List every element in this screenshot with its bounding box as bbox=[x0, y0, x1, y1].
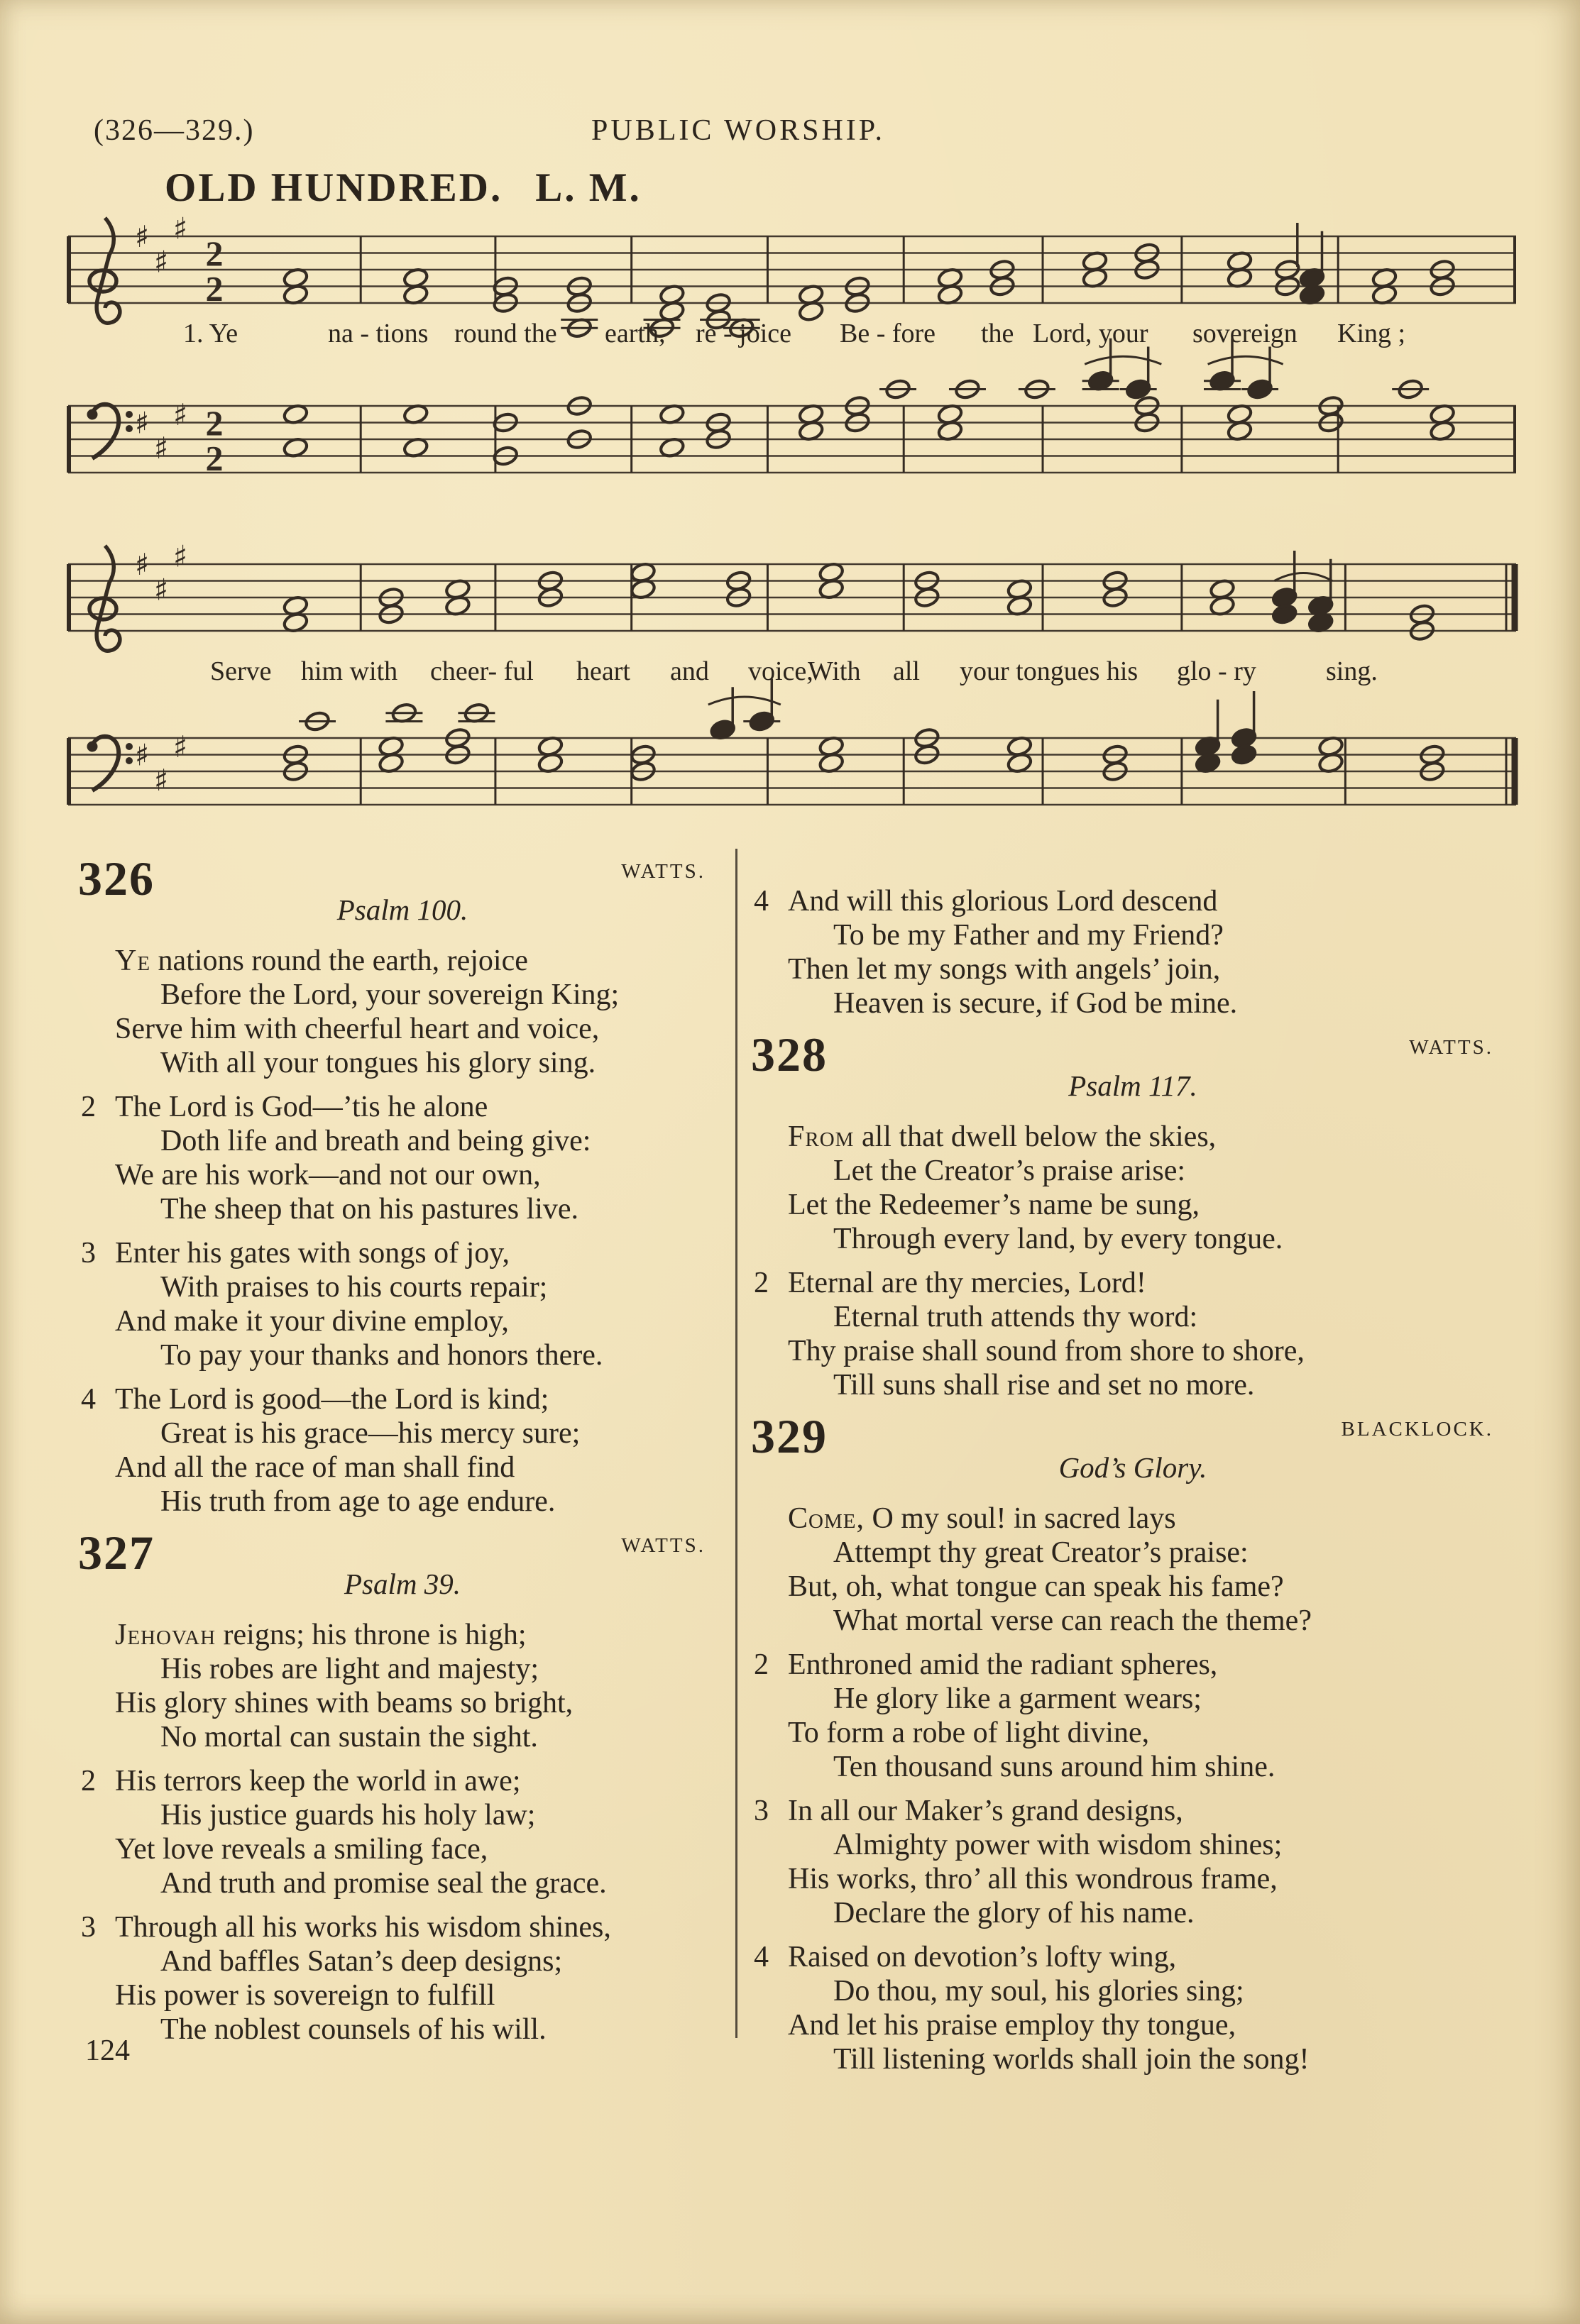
hymn-stanza bbox=[754, 1794, 1512, 1930]
svg-text:♯: ♯ bbox=[135, 547, 150, 582]
lyric-line-2 bbox=[0, 656, 1580, 691]
stanza-line: Eternal truth attends thy word: bbox=[833, 1301, 1198, 1333]
stanza-line: 2 Enthroned amid the radiant spheres, bbox=[754, 1648, 1218, 1681]
stanza-line: 2 His terrors keep the world in awe; bbox=[81, 1765, 521, 1797]
lyric-syllable: your tongues his bbox=[960, 656, 1139, 686]
stanza-line: Heaven is secure, if God be mine. bbox=[833, 987, 1238, 1020]
tune-meter: L. M. bbox=[535, 165, 642, 210]
stanza-line: Through every land, by every tongue. bbox=[833, 1223, 1283, 1255]
stanza-line: And let his praise employ thy tongue, bbox=[788, 2009, 1236, 2042]
verse-number: 3 bbox=[754, 1795, 769, 1827]
stanza-line: 3 Through all his works his wisdom shines, bbox=[81, 1911, 611, 1944]
stanza-line: His works, thro’ all this wondrous frame, bbox=[788, 1863, 1278, 1895]
hymn-stanza bbox=[788, 1502, 1512, 1638]
stanza-line: Jehovah reigns; his throne is high; bbox=[115, 1619, 527, 1651]
hymn-stanza bbox=[754, 1940, 1512, 2076]
stanza-line: And all the race of man shall find bbox=[115, 1451, 515, 1484]
stanza-line: 4 The Lord is good—the Lord is kind; bbox=[81, 1383, 549, 1416]
lyric-syllable: sing. bbox=[1326, 656, 1378, 686]
svg-text:♯: ♯ bbox=[154, 430, 169, 466]
stanza-line: And baffles Satan’s deep designs; bbox=[160, 1945, 563, 1978]
svg-text:♯: ♯ bbox=[154, 762, 169, 798]
hymn-stanza bbox=[754, 1266, 1512, 1402]
stanza-line: With praises to his courts repair; bbox=[160, 1271, 548, 1304]
lyric-syllable: Be - fore bbox=[840, 319, 936, 348]
svg-text:♯: ♯ bbox=[154, 244, 169, 280]
verse-number: 3 bbox=[81, 1237, 96, 1270]
verse-number: 2 bbox=[81, 1091, 96, 1123]
hymn-author: WATTS. bbox=[1409, 1036, 1493, 1059]
stanza-line: To pay your thanks and honors there. bbox=[160, 1339, 603, 1372]
stanza-line: Serve him with cheerful heart and voice, bbox=[115, 1013, 600, 1045]
stanza-line: 3 In all our Maker’s grand designs, bbox=[754, 1795, 1183, 1827]
lyric-syllable: heart bbox=[576, 656, 630, 686]
stanza-line: 3 Enter his gates with songs of joy, bbox=[81, 1237, 510, 1270]
lyric-syllable: 1. Ye bbox=[183, 319, 238, 348]
music-staff-bass-2 bbox=[64, 695, 1526, 859]
svg-text:♯: ♯ bbox=[135, 405, 150, 441]
stanza-lead-word: Jehovah bbox=[115, 1619, 216, 1651]
lyric-syllable: na - tions bbox=[328, 319, 429, 348]
stanza-line: The sheep that on his pastures live. bbox=[160, 1193, 579, 1226]
stanza-line: To form a robe of light divine, bbox=[788, 1717, 1150, 1749]
svg-text:2: 2 bbox=[205, 268, 224, 309]
hymn-header bbox=[751, 1409, 1512, 1489]
stanza-line: Attempt thy great Creator’s praise: bbox=[833, 1536, 1249, 1569]
stanza-line: No mortal can sustain the sight. bbox=[160, 1721, 538, 1753]
column-divider bbox=[735, 849, 737, 2038]
svg-text:♯: ♯ bbox=[173, 729, 188, 764]
lyric-syllable: round the bbox=[454, 319, 557, 348]
stanza-line: His justice guards his holy law; bbox=[160, 1799, 536, 1832]
stanza-line: The noblest counsels of his will. bbox=[160, 2013, 547, 2046]
stanza-line: We are his work—and not our own, bbox=[115, 1159, 541, 1191]
hymn-number: 326 bbox=[78, 852, 155, 905]
hymn-subtitle: Psalm 100. bbox=[336, 893, 468, 926]
hymn-subtitle: Psalm 117. bbox=[1068, 1069, 1197, 1102]
stanza-line: Ye nations round the earth, rejoice bbox=[115, 945, 528, 977]
section-running-title: PUBLIC WORSHIP. bbox=[591, 114, 885, 147]
hymn-stanza bbox=[788, 1120, 1512, 1256]
hymn-number-range: (326—329.) bbox=[94, 114, 255, 147]
svg-text:♯: ♯ bbox=[173, 211, 188, 246]
lyric-syllable: King ; bbox=[1337, 319, 1406, 348]
hymn-subtitle: God’s Glory. bbox=[1058, 1451, 1207, 1484]
stanza-line: And truth and promise seal the grace. bbox=[160, 1867, 607, 1900]
stanza-line: 4 And will this glorious Lord descend bbox=[754, 885, 1218, 918]
stanza-lead-word: Ye bbox=[115, 945, 151, 977]
lyric-syllable: Lord, your bbox=[1033, 319, 1148, 348]
hymn-stanza bbox=[81, 1382, 724, 1519]
stanza-line: Till suns shall rise and set no more. bbox=[833, 1369, 1255, 1401]
lyric-syllable: glo - ry bbox=[1177, 656, 1256, 686]
svg-text:♯: ♯ bbox=[173, 397, 188, 432]
hymn-stanza bbox=[81, 1236, 724, 1372]
lyric-syllable: re - joice bbox=[696, 319, 792, 348]
stanza-line: Almighty power with wisdom shines; bbox=[833, 1829, 1283, 1861]
verse-number: 3 bbox=[81, 1911, 96, 1944]
hymn-number: 328 bbox=[751, 1028, 828, 1081]
stanza-line: With all your tongues his glory sing. bbox=[160, 1047, 596, 1079]
lyric-syllable: all bbox=[893, 656, 920, 686]
hymn-author: WATTS. bbox=[621, 1534, 706, 1557]
hymn-column-left bbox=[78, 844, 724, 2056]
verse-number: 4 bbox=[754, 885, 769, 918]
svg-text:2: 2 bbox=[205, 438, 224, 478]
stanza-line: To be my Father and my Friend? bbox=[833, 919, 1224, 952]
stanza-line: His truth from age to age endure. bbox=[160, 1485, 556, 1518]
stanza-line: Yet love reveals a smiling face, bbox=[115, 1833, 488, 1866]
svg-text:2: 2 bbox=[205, 233, 224, 274]
lyric-syllable: With bbox=[808, 656, 861, 686]
lyric-syllable: earth, bbox=[605, 319, 666, 348]
page-number: 124 bbox=[85, 2034, 130, 2067]
hymn-author: WATTS. bbox=[621, 860, 706, 883]
stanza-line: Till listening worlds shall join the song! bbox=[833, 2043, 1310, 2076]
stanza-lead-word: Come, bbox=[788, 1502, 865, 1535]
stanza-line: Before the Lord, your sovereign King; bbox=[160, 979, 620, 1011]
svg-text:♯: ♯ bbox=[135, 737, 150, 773]
hymn-column-right bbox=[751, 844, 1512, 2086]
lyric-syllable: sovereign bbox=[1192, 319, 1298, 348]
hymn-stanza bbox=[754, 884, 1512, 1020]
svg-text:2: 2 bbox=[205, 403, 224, 444]
stanza-line: Great is his grace—his mercy sure; bbox=[160, 1417, 581, 1450]
lyric-syllable: him with bbox=[301, 656, 398, 686]
lyric-syllable: the bbox=[981, 319, 1014, 348]
stanza-line: Ten thousand suns around him shine. bbox=[833, 1751, 1275, 1783]
hymn-stanza bbox=[115, 944, 724, 1080]
hymn-stanza bbox=[754, 1648, 1512, 1784]
lyric-syllable: voice, bbox=[748, 656, 813, 686]
stanza-line: Thy praise shall sound from shore to shore, bbox=[788, 1335, 1305, 1367]
stanza-line: Declare the glory of his name. bbox=[833, 1897, 1195, 1929]
hymn-header bbox=[78, 852, 724, 931]
stanza-line: But, oh, what tongue can speak his fame? bbox=[788, 1570, 1284, 1603]
stanza-lead-word: From bbox=[788, 1120, 855, 1153]
hymn-number: 329 bbox=[751, 1409, 828, 1463]
stanza-line: Let the Redeemer’s name be sung, bbox=[788, 1189, 1200, 1221]
stanza-line: And make it your divine employ, bbox=[115, 1305, 509, 1338]
stanza-line: Then let my songs with angels’ join, bbox=[788, 953, 1221, 986]
tune-title: OLD HUNDRED. bbox=[165, 165, 503, 210]
verse-number: 4 bbox=[754, 1941, 769, 1973]
hymn-stanza bbox=[81, 1090, 724, 1226]
svg-text:♯: ♯ bbox=[154, 572, 169, 607]
hymn-author: BLACKLOCK. bbox=[1341, 1418, 1493, 1441]
stanza-line: Come, O my soul! in sacred lays bbox=[788, 1502, 1176, 1535]
stanza-line: 4 Raised on devotion’s lofty wing, bbox=[754, 1941, 1177, 1973]
verse-number: 2 bbox=[754, 1267, 769, 1299]
stanza-line: His power is sovereign to fulfill bbox=[115, 1979, 495, 2012]
stanza-line: Do thou, my soul, his glories sing; bbox=[833, 1975, 1244, 2008]
page-header bbox=[0, 114, 1580, 150]
hymn-header bbox=[78, 1526, 724, 1605]
hymn-stanza bbox=[81, 1910, 724, 2047]
svg-text:♯: ♯ bbox=[173, 539, 188, 574]
stanza-line: 2 The Lord is God—’tis he alone bbox=[81, 1091, 488, 1123]
lyric-syllable: Serve bbox=[210, 656, 272, 686]
hymn-stanza bbox=[115, 1618, 724, 1754]
music-staff-bass-1 bbox=[64, 363, 1526, 527]
stanza-line: He glory like a garment wears; bbox=[833, 1683, 1202, 1715]
stanza-line: His robes are light and majesty; bbox=[160, 1653, 539, 1685]
verse-number: 4 bbox=[81, 1383, 96, 1416]
stanza-line: 2 Eternal are thy mercies, Lord! bbox=[754, 1267, 1146, 1299]
stanza-line: From all that dwell below the skies, bbox=[788, 1120, 1217, 1153]
hymn-number: 327 bbox=[78, 1526, 155, 1580]
hymn-stanza bbox=[81, 1764, 724, 1900]
stanza-line: His glory shines with beams so bright, bbox=[115, 1687, 574, 1719]
stanza-line: Doth life and breath and being give: bbox=[160, 1125, 591, 1157]
verse-number: 2 bbox=[81, 1765, 96, 1797]
svg-text:♯: ♯ bbox=[135, 219, 150, 254]
hymn-subtitle: Psalm 39. bbox=[344, 1568, 461, 1600]
lyric-syllable: cheer- ful bbox=[430, 656, 534, 686]
lyric-syllable: and bbox=[670, 656, 709, 686]
lyric-line-1 bbox=[0, 318, 1580, 353]
stanza-line: What mortal verse can reach the theme? bbox=[833, 1604, 1312, 1637]
verse-number: 2 bbox=[754, 1648, 769, 1681]
stanza-line: Let the Creator’s praise arise: bbox=[833, 1155, 1186, 1187]
hymn-header bbox=[751, 1028, 1512, 1107]
